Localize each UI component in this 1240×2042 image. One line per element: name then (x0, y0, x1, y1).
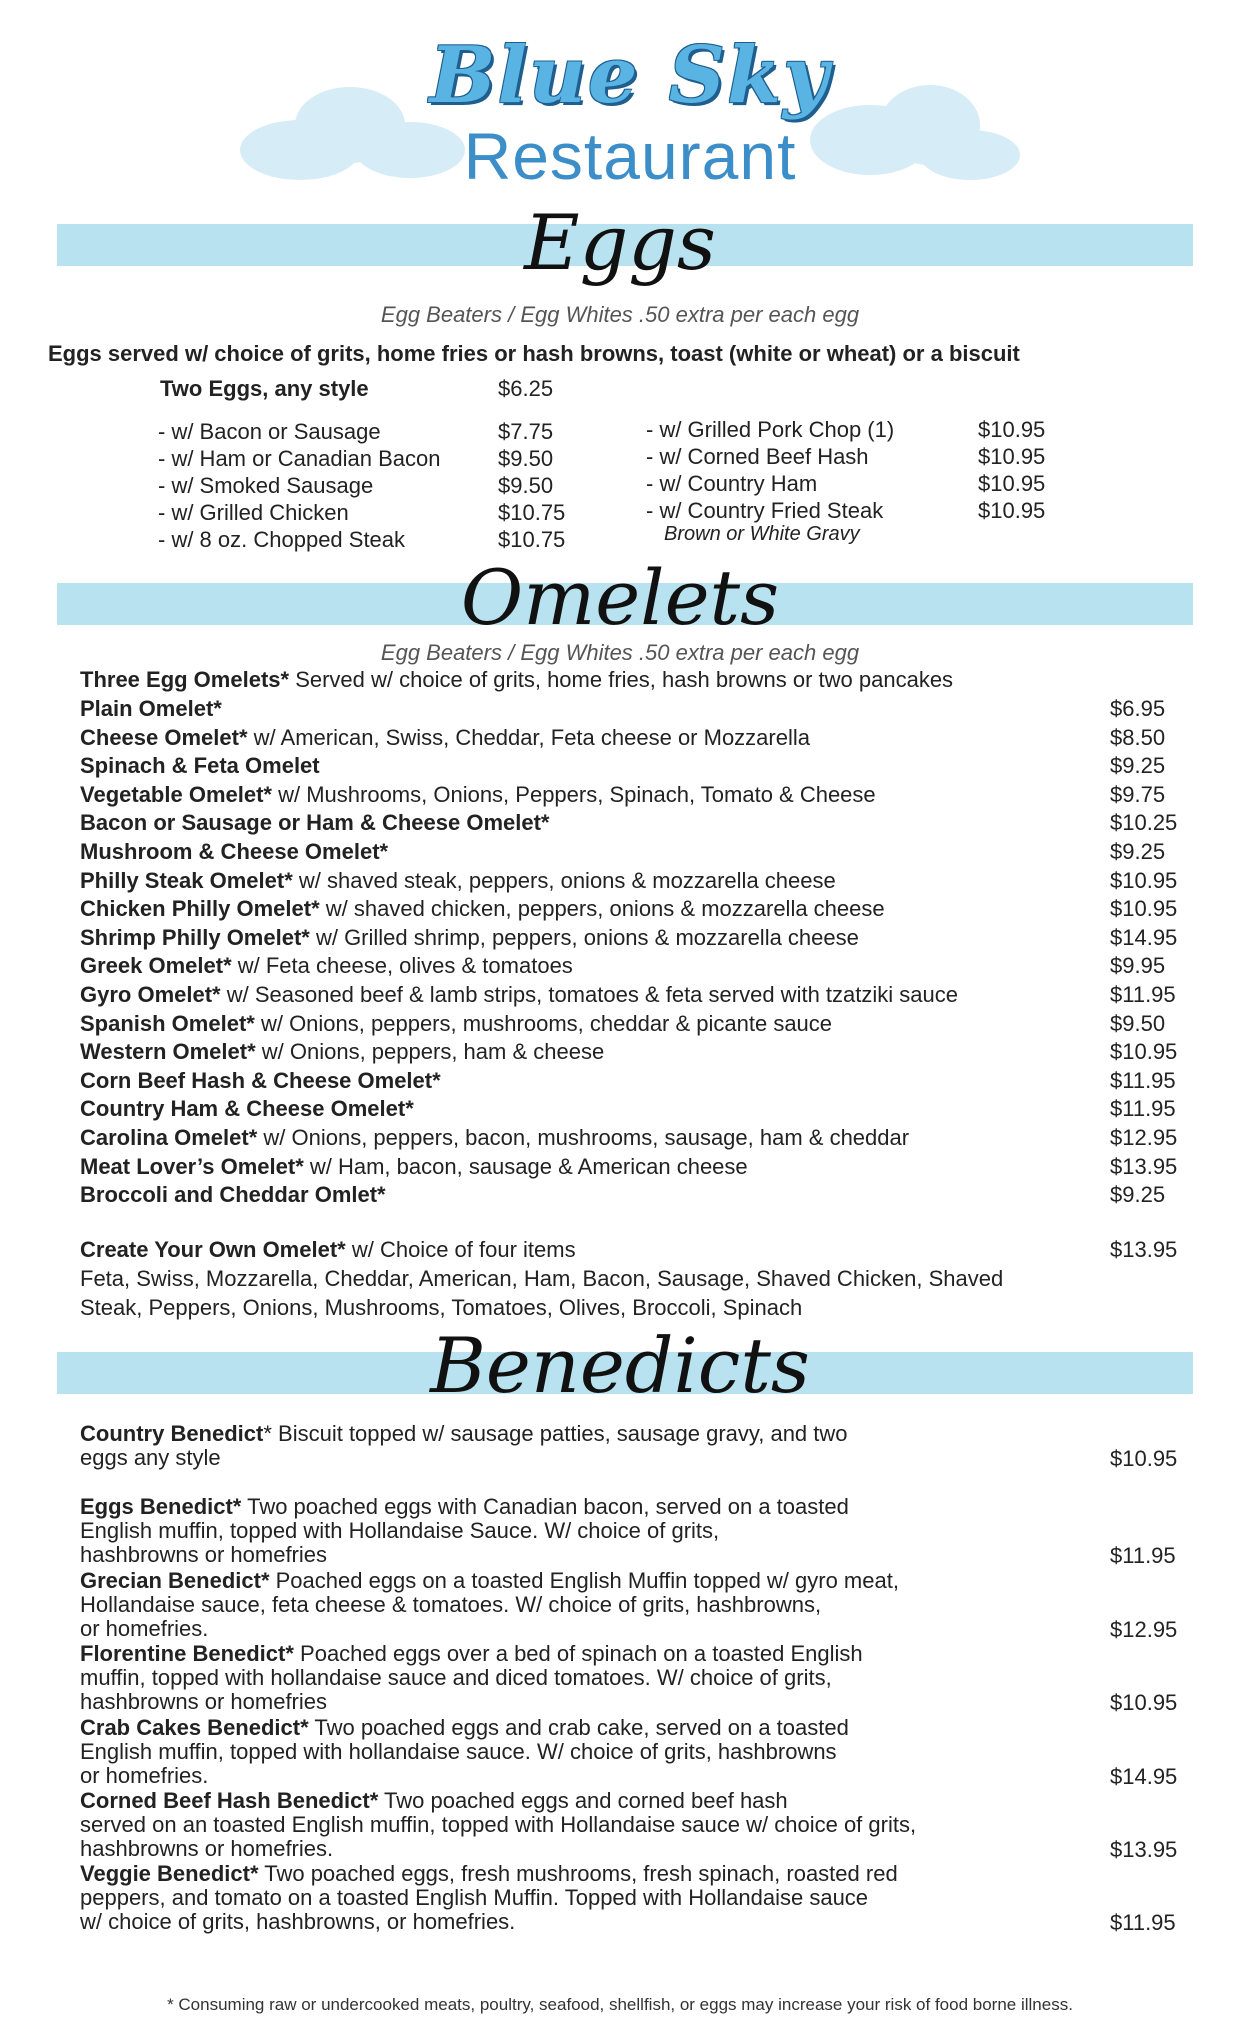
restaurant-logo (230, 30, 1030, 200)
benedict-name: Florentine Benedict* (80, 1641, 294, 1667)
benedict-price: $10.95 (1110, 1446, 1178, 1471)
left-item-name: - w/ Grilled Chicken (158, 500, 349, 525)
benedict-line (80, 1837, 1040, 1861)
benedict-line (80, 1716, 1040, 1740)
omelet-item-price: $10.95 (1110, 896, 1178, 922)
omelet-item-name: Corn Beef Hash & Cheese Omelet* (80, 1067, 441, 1093)
benedict-desc: hashbrowns or homefries. (80, 1836, 334, 1861)
omelet-item-desc: w/ Ham, bacon, sausage & American cheese (303, 1153, 748, 1179)
omelet-item-desc: w/ Seasoned beef & lamb strips, tomatoes & feta served with tzatziki sauce (220, 982, 958, 1007)
left-item-price: $10.75 (498, 500, 566, 525)
omelet-item (80, 981, 958, 1009)
omelet-item-desc: w/ Feta cheese, olives & tomatoes (231, 953, 573, 979)
benedict-item (80, 1422, 1040, 1470)
omelet-item-price: $9.25 (1110, 839, 1166, 864)
omelet-item-name: Carolina Omelet* (80, 1125, 258, 1150)
benedict-desc: or homefries. (80, 1762, 209, 1788)
two-eggs-name: Two Eggs, any style (160, 376, 369, 401)
omelet-item (80, 695, 222, 723)
omelet-item-price: $12.95 (1110, 1125, 1178, 1150)
benedict-name: Grecian Benedict* (80, 1567, 270, 1593)
omelet-item (80, 752, 320, 780)
benedict-desc: eggs any style (80, 1445, 221, 1470)
omelet-item-desc: w/ Onions, peppers, ham & cheese (255, 1039, 605, 1065)
omelet-item (80, 1095, 414, 1123)
omelet-item-name: Broccoli and Cheddar Omlet* (80, 1182, 386, 1208)
right-item-price: $10.95 (978, 417, 1046, 442)
benedict-desc: muffin, topped with hollandaise sauce and diced tomatoes. W/ choice of grits, (80, 1665, 832, 1691)
omelet-item (80, 867, 836, 895)
omelet-item-name: Chicken Philly Omelet* (80, 896, 320, 922)
benedict-name: Veggie Benedict* (80, 1861, 259, 1887)
eggs-title: Eggs (524, 198, 716, 287)
create-omelet-options-2: Steak, Peppers, Onions, Mushrooms, Tomatoes, Olives, Broccoli, Spinach (80, 1295, 803, 1320)
benedict-desc: Two poached eggs with Canadian bacon, served on a toasted (241, 1494, 849, 1520)
benedict-name: Crab Cakes Benedict* (80, 1714, 309, 1740)
create-omelet-price: $13.95 (1110, 1237, 1178, 1262)
omelet-item-price: $8.50 (1110, 724, 1166, 750)
right-item-price: $10.95 (978, 444, 1046, 469)
left-item-price: $9.50 (498, 446, 554, 471)
benedict-line (80, 1422, 1040, 1446)
omelet-item-price: $10.95 (1110, 1039, 1178, 1065)
omelet-item-price: $6.95 (1110, 696, 1166, 721)
benedict-desc: w/ choice of grits, hashbrowns, or homefries. (80, 1909, 516, 1935)
benedict-desc: * Biscuit topped w/ sausage patties, sausage gravy, and two (263, 1421, 848, 1446)
benedict-line (80, 1666, 1040, 1690)
benedict-item (80, 1862, 1040, 1934)
benedicts-title: Benedicts (430, 1321, 810, 1410)
benedict-item (80, 1716, 1040, 1788)
create-omelet-name: Create Your Own Omelet* (80, 1237, 346, 1262)
benedict-line (80, 1789, 1040, 1813)
omelet-item-name: Cheese Omelet* (80, 724, 248, 750)
benedict-price: $12.95 (1110, 1616, 1178, 1642)
benedict-desc: hashbrowns or homefries (80, 1542, 328, 1568)
omelet-item-name: Gyro Omelet* (80, 982, 221, 1007)
benedict-price: $10.95 (1110, 1690, 1178, 1716)
benedict-desc: English muffin, topped with hollandaise sauce. W/ choice of grits, hashbrowns (80, 1738, 837, 1764)
omelet-item-price: $9.95 (1110, 953, 1166, 979)
omelet-item-name: Philly Steak Omelet* (80, 867, 293, 893)
benedict-line (80, 1886, 1040, 1910)
omelet-item-name: Spinach & Feta Omelet (80, 753, 320, 779)
right-item-name: - w/ Grilled Pork Chop (1) (646, 417, 895, 442)
omelet-item (80, 1124, 909, 1152)
omelet-item (80, 952, 573, 980)
benedict-line (80, 1813, 1040, 1837)
omelet-item-price: $10.25 (1110, 810, 1178, 836)
benedict-line (80, 1642, 1040, 1666)
omelet-item-price: $13.95 (1110, 1153, 1178, 1179)
omelet-item-price: $9.25 (1110, 753, 1166, 779)
omelet-item-name: Shrimp Philly Omelet* (80, 924, 310, 950)
left-item-name: - w/ Ham or Canadian Bacon (158, 446, 441, 471)
create-omelet (80, 1236, 576, 1264)
benedict-line (80, 1446, 1040, 1470)
right-item-name: - w/ Corned Beef Hash (646, 444, 869, 469)
omelets-intro (80, 666, 953, 694)
benedict-desc: English muffin, topped with Hollandaise Sauce. W/ choice of grits, (80, 1518, 720, 1544)
omelet-item-name: Country Ham & Cheese Omelet* (80, 1096, 414, 1122)
omelet-item-price: $11.95 (1110, 1096, 1176, 1122)
benedict-desc: Two poached eggs and corned beef hash (378, 1788, 788, 1813)
benedict-name: Eggs Benedict* (80, 1494, 242, 1520)
omelet-item (80, 924, 859, 952)
benedict-price: $14.95 (1110, 1763, 1178, 1789)
benedict-price: $11.95 (1110, 1543, 1176, 1569)
benedict-line (80, 1617, 1040, 1641)
create-omelet-options-1: Feta, Swiss, Mozzarella, Cheddar, American, Ham, Bacon, Sausage, Shaved Chicken, Shaved (80, 1266, 1004, 1291)
benedict-desc: peppers, and tomato on a toasted English Muffin. Topped with Hollandaise sauce (80, 1885, 869, 1911)
create-omelet-desc: w/ Choice of four items (345, 1237, 576, 1262)
omelet-item-desc: w/ Onions, peppers, mushrooms, cheddar & picante sauce (254, 1010, 833, 1036)
left-item-name: - w/ 8 oz. Chopped Steak (158, 527, 406, 552)
eggs-served-note: Eggs served w/ choice of grits, home fries or hash browns, toast (white or wheat) or a biscuit (48, 341, 1020, 366)
benedict-name: Country Benedict (80, 1421, 264, 1446)
benedict-line (80, 1764, 1040, 1788)
omelet-item-name: Meat Lover’s Omelet* (80, 1153, 304, 1179)
omelet-item-price: $14.95 (1110, 924, 1178, 950)
benedict-line (80, 1569, 1040, 1593)
gravy-note: Brown or White Gravy (664, 523, 860, 545)
left-item-name: - w/ Bacon or Sausage (158, 419, 381, 444)
omelet-item (80, 781, 876, 809)
left-item-price: $10.75 (498, 527, 566, 552)
omelet-item (80, 895, 885, 923)
omelet-item (80, 724, 810, 752)
omelets-note: Egg Beaters / Egg Whites .50 extra per each egg (380, 640, 860, 665)
brand-subtitle: Restaurant (463, 119, 797, 193)
omelet-item-price: $9.25 (1110, 1182, 1166, 1208)
omelet-item (80, 1181, 386, 1209)
benedict-item (80, 1789, 1040, 1861)
right-item-name: - w/ Country Ham (646, 471, 818, 496)
omelet-item-price: $9.75 (1110, 781, 1166, 807)
omelet-item-name: Plain Omelet* (80, 696, 222, 721)
omelet-item (80, 1010, 832, 1038)
omelet-item-name: Spanish Omelet* (80, 1010, 255, 1036)
benedict-line (80, 1910, 1040, 1934)
benedict-desc: or homefries. (80, 1615, 209, 1641)
benedict-line (80, 1519, 1040, 1543)
left-item-name: - w/ Smoked Sausage (158, 473, 374, 498)
omelet-item-desc: w/ Mushrooms, Onions, Peppers, Spinach, Tomato & Cheese (271, 781, 876, 807)
omelet-item-price: $11.95 (1110, 982, 1176, 1007)
benedict-line (80, 1862, 1040, 1886)
right-item-name: - w/ Country Fried Steak (646, 498, 884, 523)
eggs-note: Egg Beaters / Egg Whites .50 extra per each egg (380, 302, 860, 327)
omelet-item (80, 809, 550, 837)
benedict-name: Corned Beef Hash Benedict* (80, 1788, 379, 1813)
benedict-line (80, 1593, 1040, 1617)
benedict-desc: Poached eggs over a bed of spinach on a toasted English (293, 1641, 863, 1667)
right-item-price: $10.95 (978, 498, 1046, 523)
benedict-desc: Two poached eggs, fresh mushrooms, fresh spinach, roasted red (258, 1861, 898, 1887)
benedict-item (80, 1495, 1040, 1567)
benedict-desc: hashbrowns or homefries (80, 1689, 328, 1715)
omelets-title: Omelets (460, 553, 780, 642)
omelet-item-price: $11.95 (1110, 1067, 1176, 1093)
benedict-desc: Hollandaise sauce, feta cheese & tomatoes. W/ choice of grits, hashbrowns, (80, 1591, 822, 1617)
omelet-item (80, 838, 388, 866)
benedict-item (80, 1569, 1040, 1641)
benedict-price: $11.95 (1110, 1910, 1176, 1936)
benedict-item (80, 1642, 1040, 1714)
benedict-line (80, 1690, 1040, 1714)
benedict-line (80, 1543, 1040, 1567)
omelet-item-name: Greek Omelet* (80, 953, 232, 979)
omelet-item (80, 1153, 748, 1181)
omelet-item-desc: w/ shaved steak, peppers, onions & mozzarella cheese (292, 867, 836, 893)
benedict-line (80, 1740, 1040, 1764)
benedict-price: $13.95 (1110, 1837, 1178, 1862)
brand-name: Blue Sky (429, 30, 831, 121)
benedict-desc: Two poached eggs and crab cake, served on a toasted (308, 1714, 849, 1740)
two-eggs-price: $6.25 (498, 376, 554, 401)
benedict-line (80, 1495, 1040, 1519)
benedict-desc: served on an toasted English muffin, topped with Hollandaise sauce w/ choice of grits, (80, 1812, 917, 1837)
omelet-item-price: $10.95 (1110, 867, 1178, 893)
omelet-item-desc: w/ American, Swiss, Cheddar, Feta cheese or Mozzarella (247, 724, 810, 750)
omelet-item (80, 1038, 604, 1066)
omelets-intro-desc: Served w/ choice of grits, home fries, hash browns or two pancakes (289, 667, 954, 692)
food-safety-disclaimer: * Consuming raw or undercooked meats, poultry, seafood, shellfish, or eggs may increase your risk of food borne illness. (167, 1995, 1073, 2014)
left-item-price: $9.50 (498, 473, 554, 498)
omelet-item (80, 1067, 441, 1095)
left-item-price: $7.75 (498, 419, 554, 444)
right-item-price: $10.95 (978, 471, 1046, 496)
omelet-item-name: Bacon or Sausage or Ham & Cheese Omelet* (80, 810, 550, 836)
omelet-item-name: Vegetable Omelet* (80, 781, 272, 807)
omelet-item-name: Western Omelet* (80, 1039, 256, 1065)
omelet-item-desc: w/ shaved chicken, peppers, onions & mozzarella cheese (319, 896, 885, 922)
omelet-item-desc: w/ Onions, peppers, bacon, mushrooms, sausage, ham & cheddar (257, 1125, 910, 1150)
omelet-item-name: Mushroom & Cheese Omelet* (80, 839, 389, 864)
omelets-intro-name: Three Egg Omelets* (80, 667, 290, 692)
benedict-desc: Poached eggs on a toasted English Muffin topped w/ gyro meat, (269, 1567, 899, 1593)
omelet-item-desc: w/ Grilled shrimp, peppers, onions & mozzarella cheese (309, 924, 859, 950)
omelet-item-price: $9.50 (1110, 1010, 1166, 1036)
